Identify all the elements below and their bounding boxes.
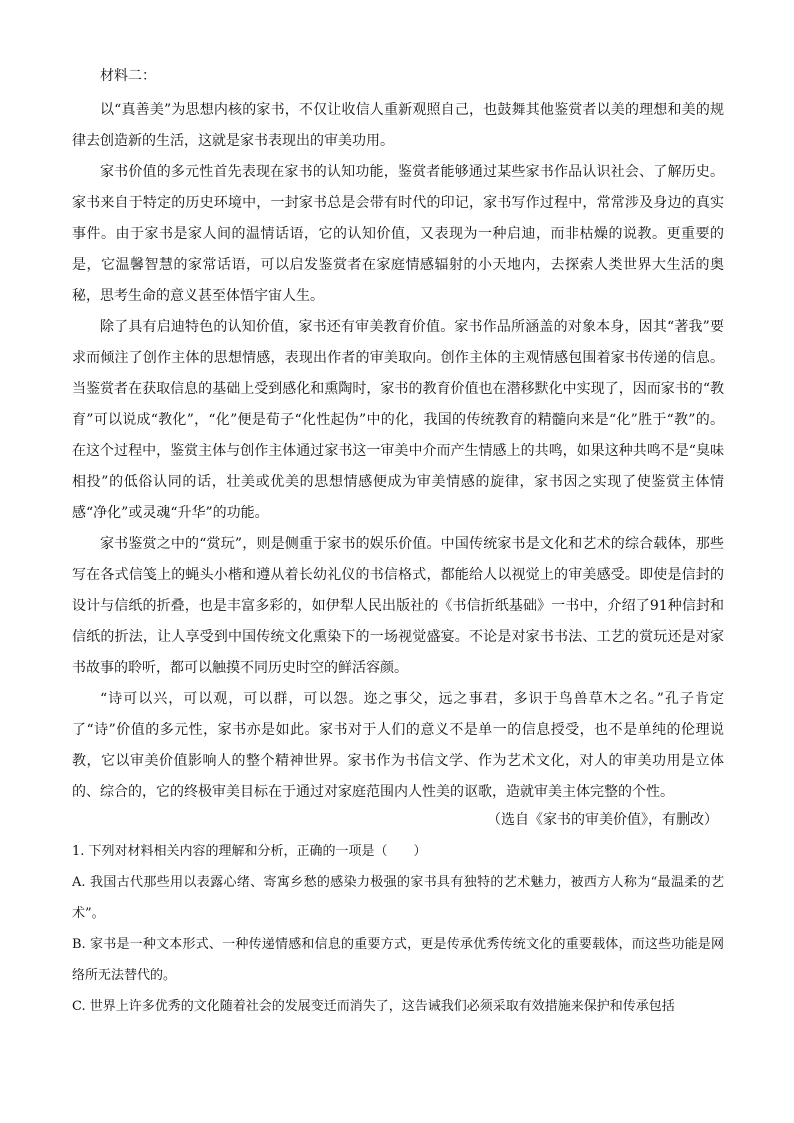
paragraph-5: “诗可以兴，可以观，可以群，可以怨。迩之事父，远之事君，多识于鸟兽草木之名。”孔子肯定了“诗”价值的多元性，家书亦是如此。家书对于人们的意义不是单一的信息授受，也不是单纯的伦理说教，它以审美价值影响人的整个精神世界。家书作为书信文学、作为艺术文化，对人的审美功用是立体的、综合的，它的终极审美目标在于通过对家庭范围内人性美的讴歌，造就审美主体完整的个性。	[72, 691, 724, 800]
paragraph-1: 以“真善美”为思想内核的家书，不仅让收信人重新观照自己，也鼓舞其他鉴赏者以美的理想和美的规律去创造新的生活，这就是家书表现出的审美功用。	[72, 102, 724, 149]
option-b: B. 家书是一种文本形式、一种传递情感和信息的重要方式，更是传承优秀传统文化的重要载体，而这些功能是网络所无法替代的。	[72, 937, 724, 983]
question-stem: 1. 下列对材料相关内容的理解和分析，正确的一项是（ ）	[72, 844, 427, 859]
paragraph-3: 除了具有启迪特色的认知价值，家书还有审美教育价值。家书作品所涵盖的对象本身，因其“著我”要求而倾注了创作主体的思想情感，表现出作者的审美取向。创作主体的主观情感包围着家书传递的信息。当鉴赏者在获取信息的基础上受到感化和熏陶时，家书的教育价值也在潜移默化中实现了，因而家书的“教育”可以说成“教化”，“化”便是荀子“化性起伪”中的化，我国的传统教育的精髓向来是“化”胜于“教”的。在这个过程中，鉴赏主体与创作主体通过家书这一审美中介而产生情感上的共鸣，如果这种共鸣不是“臭味相投”的低俗认同的话，壮美或优美的思想情感便成为审美情感的旋律，家书因之实现了使鉴赏主体情感“净化”或灵魂“升华”的功能。	[72, 319, 724, 521]
material-label: 材料二：	[100, 68, 156, 84]
source-citation: （选自《家书的审美价值》，有删改）	[487, 812, 718, 828]
paragraph-4: 家书鉴赏之中的“赏玩”，则是侧重于家书的娱乐价值。中国传统家书是文化和艺术的综合载体，那些写在各式信笺上的蝇头小楷和遵从着长幼礼仪的书信格式，都能给人以视觉上的审美感受。即使是信封的设计与信纸的折叠，也是丰富多彩的，如伊犁人民出版社的《书信折纸基础》一书中，介绍了91种信封和信纸的折法，让人享受到中国传统文化熏染下的一场视觉盛宴。不论是对家书书法、工艺的赏玩还是对家书故事的聆听，都可以触摸不同历史时空的鲜活容颜。	[72, 536, 724, 676]
option-a: A. 我国古代那些用以表露心绪、寄寓乡愁的感染力极强的家书具有独特的艺术魅力，被西方人称为“最温柔的艺术”。	[72, 875, 724, 921]
paragraph-2: 家书价值的多元性首先表现在家书的认知功能，鉴赏者能够通过某些家书作品认识社会、了解历史。家书来自于特定的历史环境中，一封家书总是会带有时代的印记，家书写作过程中，常常涉及身边的真实事件。由于家书是家人间的温情话语，它的认知价值，又表现为一种启迪，而非枯燥的说教。更重要的是，它温馨智慧的家常话语，可以启发鉴赏者在家庭情感辐射的小天地内，去探索人类世界大生活的奥秘，思考生命的意义甚至体悟宇宙人生。	[72, 164, 724, 304]
document-page	[72, 64, 724, 1022]
option-c: C. 世界上许多优秀的文化随着社会的发展变迁而消失了，这告诫我们必须采取有效措施来保护和传承包括	[72, 999, 675, 1014]
